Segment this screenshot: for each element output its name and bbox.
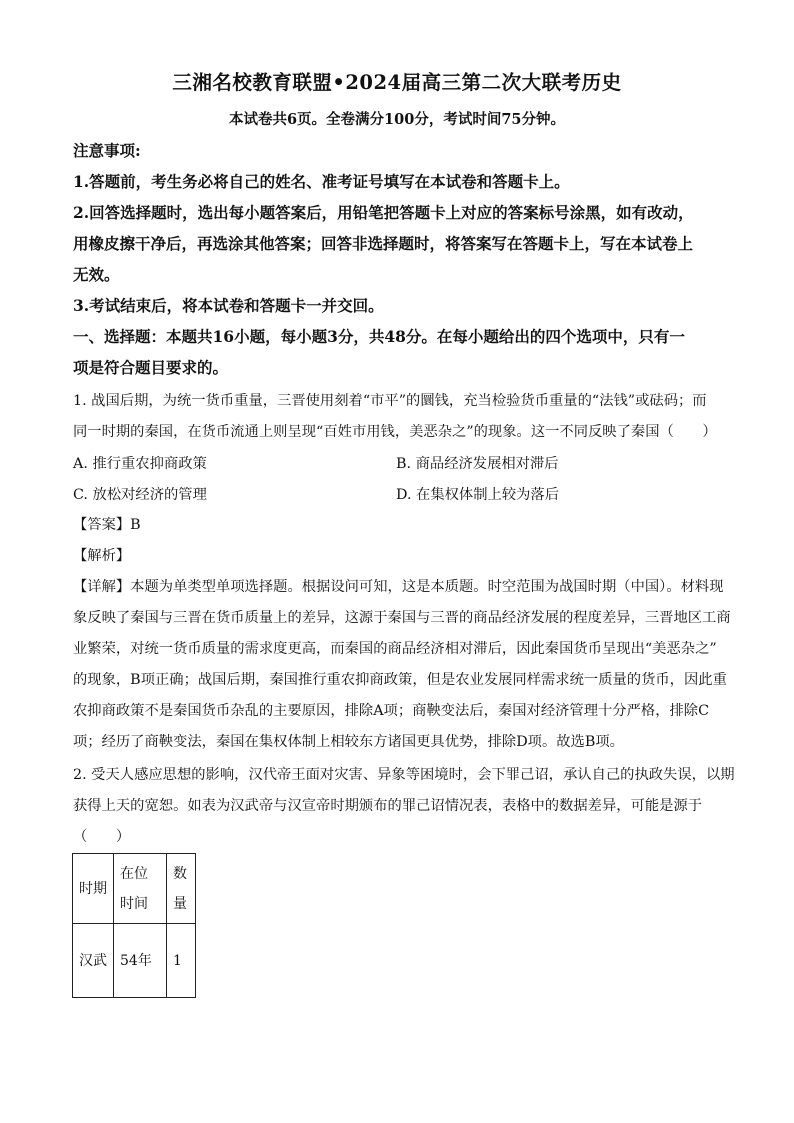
section-heading-line-2: 项是符合题目要求的。 <box>73 358 229 377</box>
notice-item-1: 1.答题前，考生务必将自己的姓名、准考证号填写在本试卷和答题卡上。 <box>73 172 570 191</box>
section-heading-line-1: 一、选择题：本题共16小题，每小题3分，共48分。在每小题给出的四个选项中，只有一 <box>73 327 685 346</box>
question-1-option-d: D. 在集权体制上较为落后 <box>396 487 560 503</box>
notice-item-2-line-2: 用橡皮擦干净后，再选涂其他答案；回答非选择题时，将答案写在答题卡上，写在本试卷上 <box>73 234 694 253</box>
table-header-cell: 数量 <box>167 854 196 924</box>
question-1-detail-line-6: 项；经历了商鞅变法，秦国在集权体制上相较东方诸国更具优势，排除D项。故选B项。 <box>73 734 624 750</box>
question-1-stem-line-2: 同一时期的秦国，在货币流通上则呈现“百姓市用钱，美恶杂之”的现象。这一不同反映了秦国（ ） <box>73 424 717 440</box>
exam-info: 本试卷共6页。全卷满分100分，考试时间75分钟。 <box>228 111 566 128</box>
table-cell: 54年 <box>114 924 167 998</box>
question-1-stem-line-1: 1. 战国后期，为统一货币重量，三晋使用刻着“市平”的圜钱，充当检验货币重量的“法钱”或砝码；而 <box>73 393 707 409</box>
table-cell: 1 <box>167 924 196 998</box>
table-header-cell: 在位时间 <box>114 854 167 924</box>
question-2-stem-line-3: （ ） <box>73 829 131 845</box>
question-2-stem-line-1: 2. 受天人感应思想的影响，汉代帝王面对灾害、异象等困境时，会下罪己诏，承认自己的执政失误，以期 <box>73 767 735 783</box>
notice-item-2-line-1: 2.回答选择题时，选出每小题答案后，用铅笔把答题卡上对应的答案标号涂黑，如有改动， <box>73 203 694 222</box>
table-cell: 汉武 <box>73 924 114 998</box>
page-title: 三湘名校教育联盟•2024届高三第二次大联考历史 <box>172 71 622 94</box>
question-1-analysis-label: 【解析】 <box>73 548 131 564</box>
table-header-row <box>73 854 196 924</box>
notice-item-2-line-3: 无效。 <box>73 265 120 284</box>
notice-item-3: 3.考试结束后，将本试卷和答题卡一并交回。 <box>73 296 384 315</box>
question-1-answer: 【答案】B <box>73 517 141 533</box>
question-1-option-c: C. 放松对经济的管理 <box>73 487 207 503</box>
question-1-detail-line-5: 农抑商政策不是秦国货币杂乱的主要原因，排除A项；商鞅变法后，秦国对经济管理十分严格，排除C <box>73 703 710 719</box>
question-1-option-a: A. 推行重农抑商政策 <box>73 456 207 472</box>
question-1-detail-line-4: 的现象，B项正确；战国后期，秦国推行重农抑商政策，但是农业发展同样需求统一质量的货币，因此重 <box>73 672 727 688</box>
question-1-option-b: B. 商品经济发展相对滞后 <box>396 456 559 472</box>
question-2-stem-line-2: 获得上天的宽恕。如表为汉武帝与汉宣帝时期颁布的罪己诏情况表，表格中的数据差异，可能是源于 <box>73 798 703 814</box>
question-1-detail-line-1: 【详解】本题为单类型单项选择题。根据设问可知，这是本质题。时空范围为战国时期（中国）。材料现 <box>73 579 724 595</box>
question-2-table <box>72 853 196 998</box>
table-row <box>73 924 196 998</box>
question-1-detail-line-2: 象反映了秦国与三晋在货币质量上的差异，这源于秦国与三晋的商品经济发展的程度差异，三晋地区工商 <box>73 610 731 626</box>
question-1-detail-line-3: 业繁荣，对统一货币质量的需求度更高，而秦国的商品经济相对滞后，因此秦国货币呈现出“美恶杂之” <box>73 641 717 657</box>
notice-heading: 注意事项: <box>73 141 141 160</box>
table-header-cell: 时期 <box>73 854 114 924</box>
